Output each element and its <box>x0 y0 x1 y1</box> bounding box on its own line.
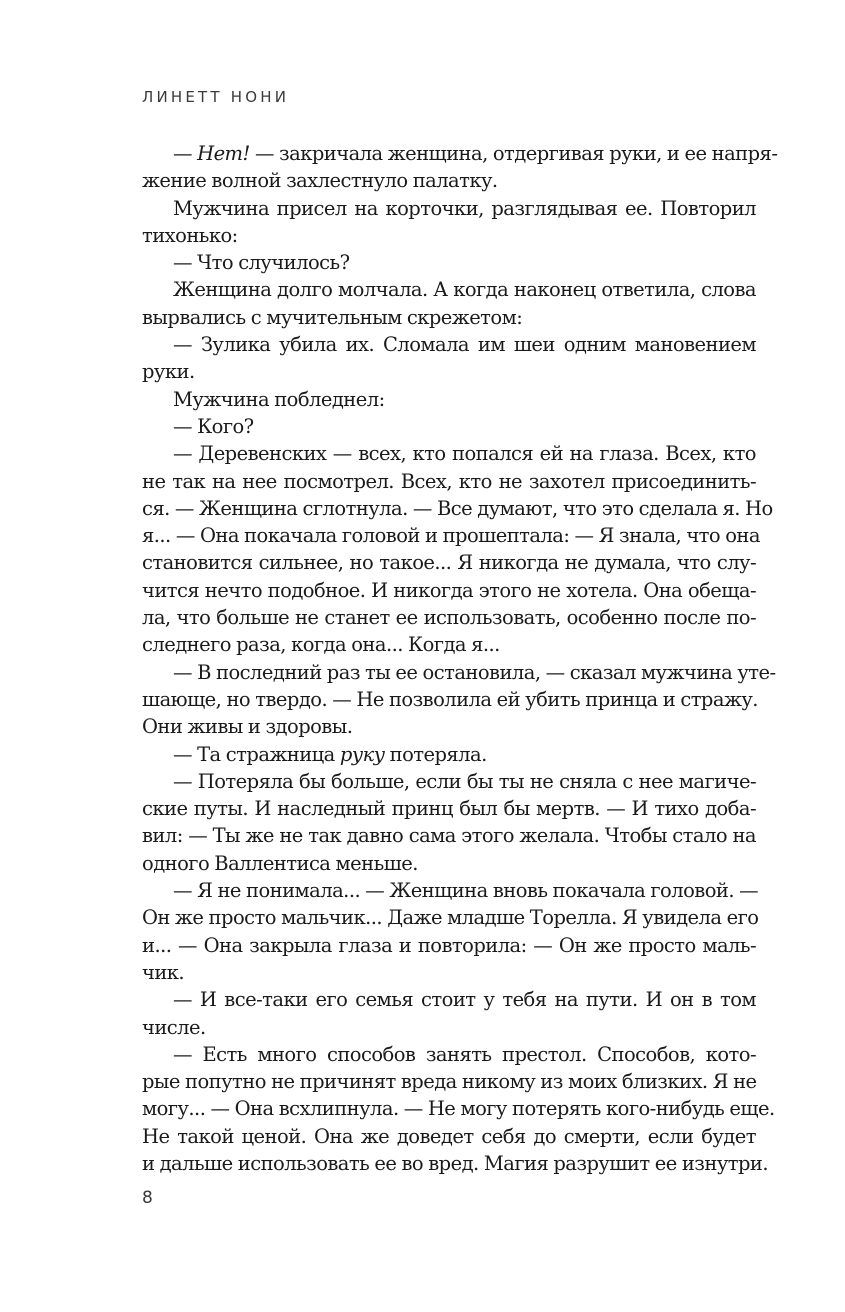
text-segment: тихонько: <box>142 223 238 247</box>
paragraph <box>142 276 756 331</box>
paragraph <box>142 986 756 1041</box>
paragraph <box>142 249 756 276</box>
text-segment: — Что случилось? <box>173 251 350 275</box>
text-segment: не так на нее посмотрел. Всех, кто не захотел присоединить- <box>142 469 756 493</box>
text-line <box>142 495 773 522</box>
paragraph <box>142 440 773 658</box>
text-segment: — Кого? <box>173 414 254 438</box>
text-line <box>142 468 756 495</box>
text-segment: ла, что больше не станет ее использовать, особенно после по- <box>142 606 756 630</box>
text-segment: вырвались с мучительным скрежетом: <box>142 305 523 329</box>
text-line <box>142 249 756 276</box>
text-segment: числе. <box>142 1015 206 1039</box>
text-line <box>142 850 756 877</box>
text-segment: — В последний раз ты ее остановила, — сказал мужчина уте- <box>173 660 776 684</box>
text-line <box>142 659 776 686</box>
paragraph <box>142 140 778 195</box>
text-line <box>142 222 756 249</box>
paragraph <box>142 1041 775 1177</box>
paragraph <box>142 331 756 386</box>
text-line <box>142 549 756 576</box>
text-line <box>142 604 756 631</box>
paragraph <box>142 413 756 440</box>
text-line <box>142 741 756 768</box>
text-segment: чится нечто подобное. И никогда этого не хотела. Она обеща- <box>142 578 756 602</box>
text-line <box>142 195 756 222</box>
text-line <box>142 822 756 849</box>
text-segment: — закричала женщина, отдергивая руки, и ее напря- <box>249 142 778 165</box>
text-segment: чик. <box>142 960 185 984</box>
text-line <box>142 877 759 904</box>
text-segment: — Зулика убила их. Сломала им шеи одним мановением <box>173 333 756 357</box>
text-line <box>142 1041 756 1068</box>
paragraph <box>142 741 756 768</box>
text-segment: вил: — Ты же не так давно сама этого желала. Чтобы стало на <box>142 824 756 848</box>
text-segment: — <box>173 142 198 165</box>
text-line <box>142 686 756 713</box>
text-segment: следнего раза, когда она... Когда я... <box>142 633 500 657</box>
text-line <box>142 986 756 1013</box>
italic-text: Нет! <box>197 142 250 165</box>
text-line <box>142 1150 769 1177</box>
text-line <box>142 932 756 959</box>
text-segment: Не такой ценой. Она же доведет себя до смерти, если будет <box>142 1124 756 1148</box>
text-segment: — Та стражница <box>173 742 340 766</box>
text-segment: — И все-таки его семья стоит у тебя на пути. И он в том <box>173 988 756 1012</box>
text-segment: руки. <box>142 360 195 384</box>
text-line <box>142 331 756 358</box>
text-segment: жение волной захлестнуло палатку. <box>142 169 498 193</box>
text-segment: шающе, но твердо. — Не позволила ей убить принца и стражу. <box>142 687 758 711</box>
text-segment: и... — Она закрыла глаза и повторила: — Он же просто маль- <box>142 933 756 957</box>
text-line <box>142 1014 756 1041</box>
text-line <box>142 1123 756 1150</box>
text-segment: Женщина долго молчала. А когда наконец ответила, слова <box>173 278 756 302</box>
text-segment: одного Валлентиса меньше. <box>142 851 418 875</box>
text-line <box>142 276 756 303</box>
page-body-text <box>142 140 778 1177</box>
text-segment: ские путы. И наследный принц был бы мертв. — И тихо доба- <box>142 797 756 821</box>
text-segment: становится сильнее, но такое... Я никогда не думала, что слу- <box>142 551 756 575</box>
text-line <box>142 1095 775 1122</box>
text-line <box>142 959 756 986</box>
text-segment: Он же просто мальчик... Даже младше Торелла. Я увидела его <box>142 906 759 930</box>
text-line <box>142 631 756 658</box>
text-segment: — Есть много способов занять престол. Способов, кото- <box>173 1042 756 1066</box>
text-segment: ся. — Женщина сглотнула. — Все думают, что это сделала я. Но <box>142 496 773 520</box>
paragraph <box>142 877 759 986</box>
text-segment: и дальше использовать ее во вред. Магия разрушит ее изнутри. <box>142 1151 769 1175</box>
text-line <box>142 167 756 194</box>
text-line <box>142 522 760 549</box>
paragraph <box>142 195 756 250</box>
text-segment: — Я не понимала... — Женщина вновь покачала головой. — <box>173 879 759 903</box>
text-segment: Мужчина присел на корточки, разглядывая ее. Повторил <box>173 196 756 220</box>
running-head: ЛИНЕТТ НОНИ <box>142 88 290 106</box>
text-segment: я... — Она покачала головой и прошептала: — Я знала, что она <box>142 524 760 548</box>
text-segment: — Потеряла бы больше, если бы ты не сняла с нее магиче- <box>173 769 756 793</box>
text-segment: Мужчина побледнел: <box>173 387 385 411</box>
text-segment: потеряла. <box>384 742 487 766</box>
paragraph <box>142 768 756 877</box>
text-segment: рые попутно не причинят вреда никому из моих близких. Я не <box>142 1070 757 1094</box>
text-line <box>142 386 756 413</box>
text-segment: Они живы и здоровы. <box>142 715 353 739</box>
text-line <box>142 904 759 931</box>
paragraph <box>142 386 756 413</box>
text-line <box>142 413 756 440</box>
paragraph <box>142 659 776 741</box>
text-line <box>142 140 778 167</box>
text-line <box>142 440 756 467</box>
italic-text: руку <box>339 742 385 766</box>
text-line <box>142 1068 756 1095</box>
text-line <box>142 713 756 740</box>
text-segment: — Деревенских — всех, кто попался ей на глаза. Всех, кто <box>173 442 756 466</box>
page-number: 8 <box>142 1188 153 1208</box>
text-line <box>142 795 756 822</box>
text-line <box>142 577 756 604</box>
text-line <box>142 304 756 331</box>
text-line <box>142 358 756 385</box>
text-segment: могу... — Она всхлипнула. — Не могу потерять кого-нибудь еще. <box>142 1097 775 1121</box>
text-line <box>142 768 756 795</box>
